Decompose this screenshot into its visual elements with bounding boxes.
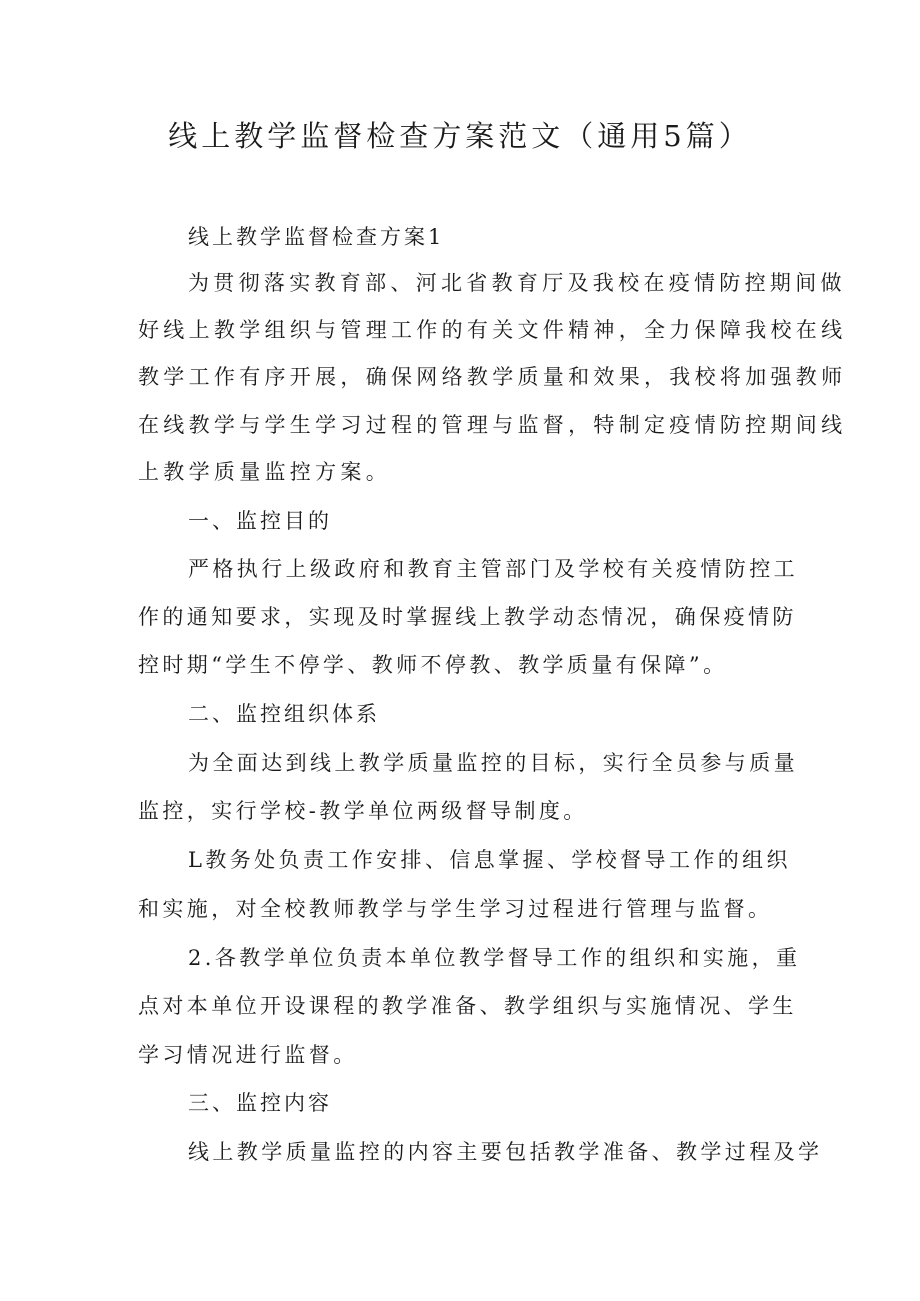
section-heading-organization: 二、监控组织体系 xyxy=(188,702,380,726)
paragraph-line: 上教学质量监控方案。 xyxy=(138,460,391,484)
section-heading-monitoring-purpose: 一、监控目的 xyxy=(188,509,332,533)
paragraph-line: 严格执行上级政府和教育主管部门及学校有关疫情防控工 xyxy=(188,557,798,581)
document-title: 线上教学监督检查方案范文（通用5篇） xyxy=(168,119,752,153)
paragraph-line: 为全面达到线上教学质量监控的目标，实行全员参与质量 xyxy=(188,751,798,775)
paragraph-line: L教务处负责工作安排、信息掌握、学校督导工作的组织 xyxy=(188,848,791,872)
paragraph-line: 作的通知要求，实现及时掌握线上教学动态情况，确保疫情防 xyxy=(138,605,797,629)
paragraph-line: 教学工作有序开展，确保网络教学质量和效果，我校将加强教师 xyxy=(138,365,847,389)
paragraph-line: 线上教学质量监控的内容主要包括教学准备、教学过程及学 xyxy=(188,1140,823,1164)
paragraph-line: 控时期“学生不停学、教师不停教、教学质量有保障”。 xyxy=(138,653,728,677)
paragraph-line: 和实施，对全校教师教学与学生学习过程进行管理与监督。 xyxy=(138,897,773,921)
paragraph-line: 学习情况进行监督。 xyxy=(138,1043,358,1067)
paragraph-line: 点对本单位开设课程的教学准备、教学组织与实施情况、学生 xyxy=(138,994,797,1018)
paragraph-line: 在线教学与学生学习过程的管理与监督，特制定疫情防控期间线 xyxy=(138,413,847,437)
paragraph-line: 监控，实行学校-教学单位两级督导制度。 xyxy=(138,799,588,823)
section-heading-plan-1: 线上教学监督检查方案1 xyxy=(188,225,445,249)
paragraph-line: 2.各教学单位负责本单位教学督导工作的组织和实施，重 xyxy=(188,946,801,970)
paragraph-line: 好线上教学组织与管理工作的有关文件精神，全力保障我校在线 xyxy=(138,318,847,342)
section-heading-monitoring-content: 三、监控内容 xyxy=(188,1091,332,1115)
paragraph-line: 为贯彻落实教育部、河北省教育厅及我校在疫情防控期间做 xyxy=(188,271,846,295)
